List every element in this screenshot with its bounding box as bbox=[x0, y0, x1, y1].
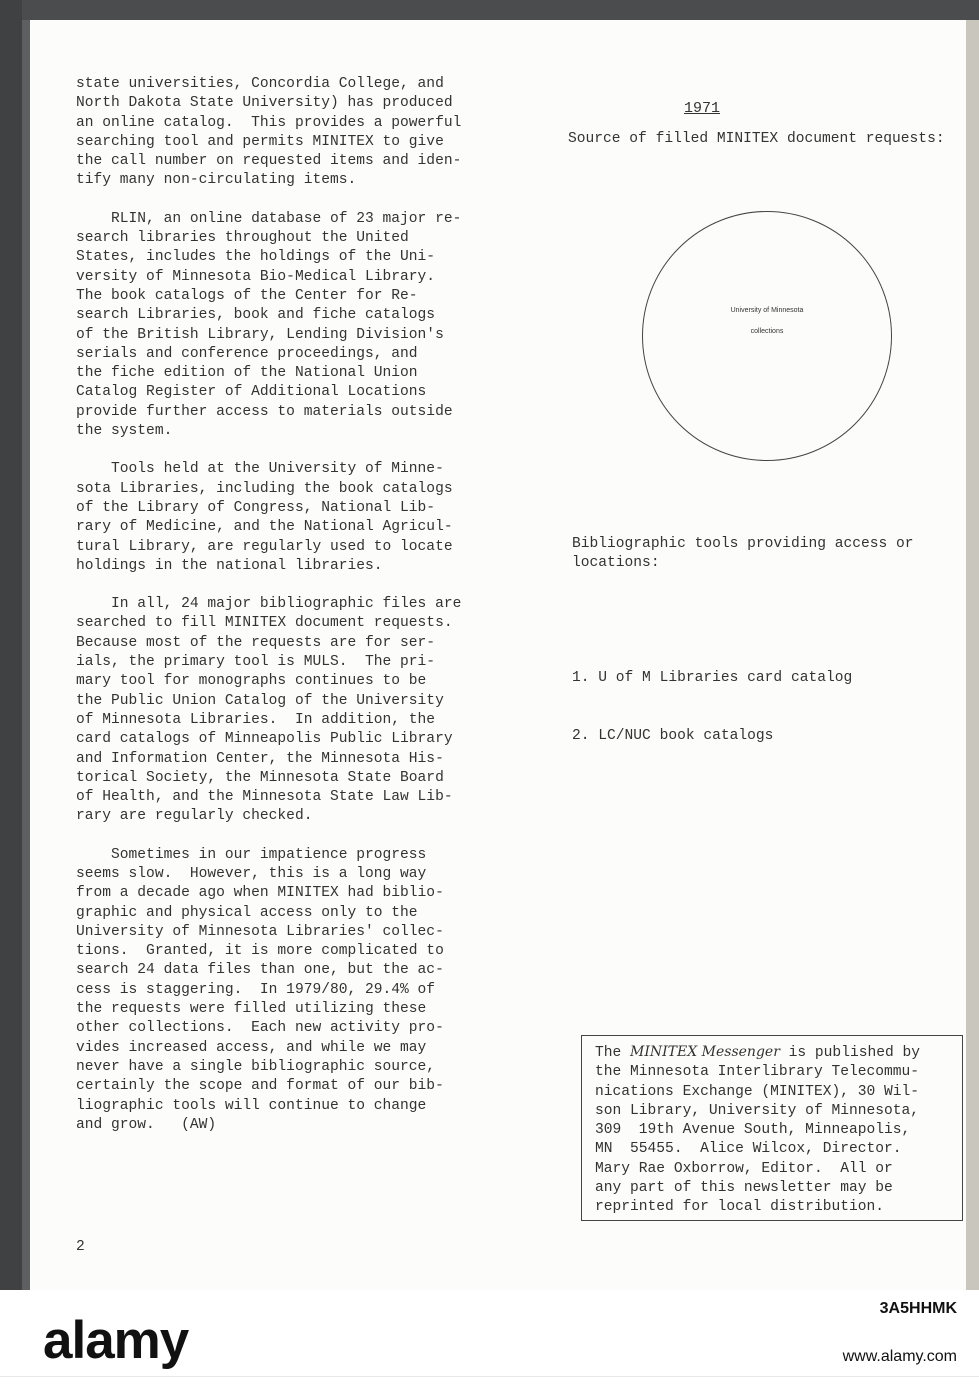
page-number: 2 bbox=[76, 1239, 85, 1255]
scan-border-left bbox=[0, 0, 22, 1290]
info-prefix: The bbox=[595, 1045, 631, 1061]
info-body: is published by the Minnesota Interlibrary Telecommu- nications Exchange (MINITEX), 30 Wil- son Library, University of Minnesota, 309 19th Avenue South, Minneapolis, MN 55455. Alice Wilcox, Director. Mary Rae Oxborrow, Editor. All or any part of this newsletter may be reprinted for local distribution. bbox=[595, 1045, 921, 1216]
tools-list bbox=[572, 631, 914, 785]
source-circle-diagram bbox=[642, 211, 892, 461]
image-id: 3A5HHMK bbox=[879, 1300, 957, 1317]
paragraph-bibliographic-files: In all, 24 major bibliographic files are searched to fill MINITEX document requests. Because most of the requests are for ser- ials, the primary tool is MULS. The pri- mary tool for monographs continues to be the Public Union Catalog of the University of Minnesota Libraries. In addition, the card catalogs of Minneapolis Public Library and Information Center, the Minnesota His- torical Society, the Minnesota State Board of Health, and the Minnesota State Law Lib- rary are regularly checked. bbox=[76, 596, 462, 825]
publication-info-text bbox=[595, 1043, 920, 1218]
paragraph-tools: Tools held at the University of Minne- sota Libraries, including the book catalogs of the Library of Congress, National Lib- rary of Medicine, and the National Agricul- tural Library, are regularly used to locate holdings in the national libraries. bbox=[76, 461, 453, 574]
watermark-url: www.alamy.com bbox=[842, 1348, 957, 1365]
circle-label-collections: collections bbox=[750, 328, 784, 335]
circle-label-university: University of Minnesota bbox=[730, 307, 804, 314]
publication-info-box bbox=[581, 1035, 963, 1221]
newsletter-title: MINITEX Messenger bbox=[630, 1044, 780, 1060]
bibliographic-tools bbox=[572, 496, 914, 824]
paragraph-conclusion: Sometimes in our impatience progress seems slow. However, this is a long way from a decade ago when MINITEX had biblio- graphic and physical access only to the University of Minnesota Libraries' collec- tions. Granted, it is more complicated to search 24 data files than one, but the ac- cess is staggering. In 1979/80, 29.4% of the requests were filled utilizing these other collections. Each new activity pro- vides increased access, and while we may never have a single bibliographic source, certainly the scope and format of our bib- liographic tools will continue to change and grow. (AW) bbox=[76, 846, 444, 1133]
list-item: 1. U of M Libraries card catalog bbox=[572, 670, 853, 687]
tools-heading: Bibliographic tools providing access or locations: bbox=[572, 535, 914, 571]
divider bbox=[0, 1376, 979, 1377]
scan-border-top bbox=[0, 0, 979, 20]
source-heading: Source of filled MINITEX document requests: bbox=[568, 131, 945, 147]
left-column bbox=[76, 75, 506, 1154]
watermark-bar bbox=[0, 1290, 979, 1390]
page-edge-right bbox=[966, 20, 979, 1290]
year-heading: 1971 bbox=[684, 100, 721, 117]
paragraph-rlin: RLIN, an online database of 23 major re- search libraries throughout the United States, includes the holdings of the Uni- versity of Minnesota Bio-Medical Library. The book catalogs of the Center for Re- search Libraries, book and fiche catalogs of the British Library, Lending Division's serials and conference proceedings, and the fiche edition of the National Union Catalog Register of Additional Locations provide further access to materials outside the system. bbox=[76, 210, 462, 440]
paragraph-catalog: state universities, Concordia College, and North Dakota State University) has produced an online catalog. This provides a powerful searching tool and permits MINITEX to give the call number on requested items and iden- tify many non-circulating items. bbox=[76, 76, 462, 189]
list-item: 2. LC/NUC book catalogs bbox=[572, 728, 774, 745]
alamy-logo: alamy bbox=[43, 1311, 189, 1370]
newsletter-page bbox=[30, 20, 966, 1290]
